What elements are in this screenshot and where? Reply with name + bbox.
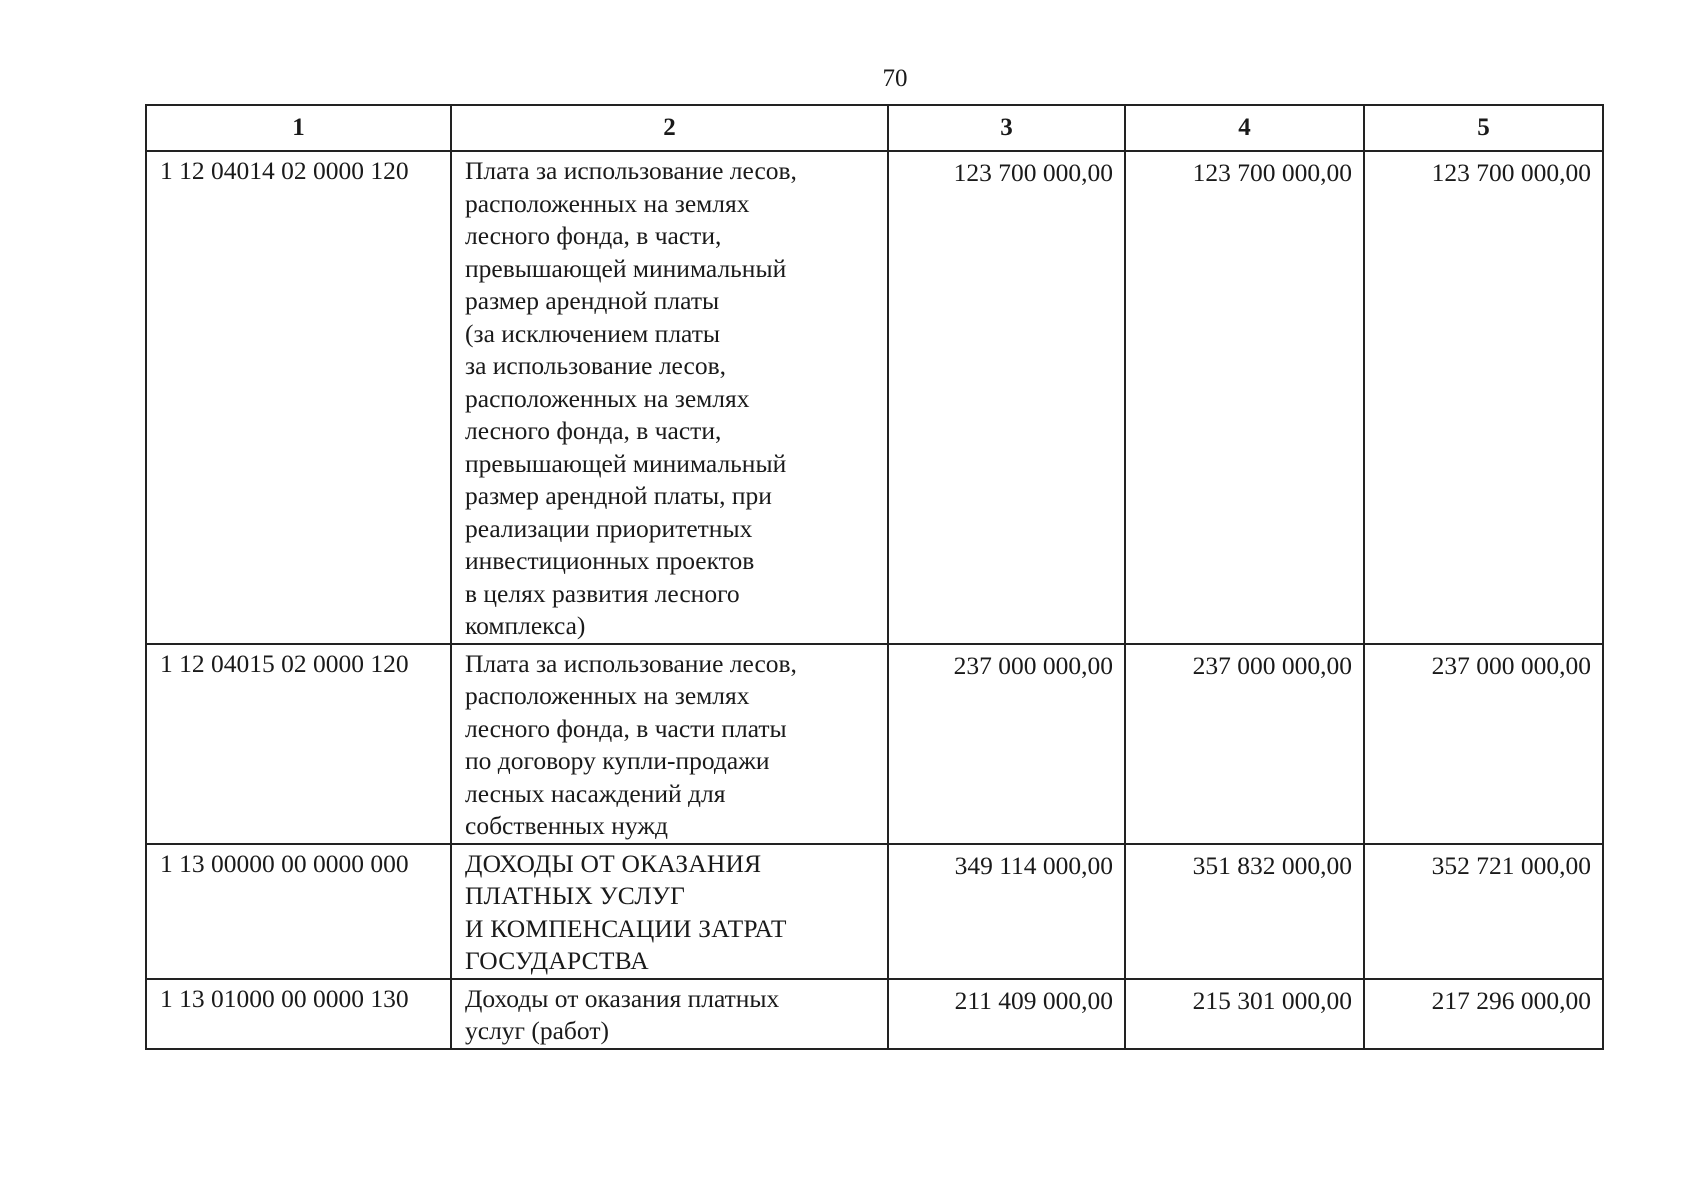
column-header-4: 4	[1125, 105, 1364, 151]
table-header-row	[146, 105, 1603, 151]
column-header-2: 2	[451, 105, 888, 151]
amount-cell-col5: 237 000 000,00	[1364, 644, 1603, 844]
description-cell	[451, 979, 888, 1049]
description-line: по договору купли-продажи	[465, 746, 770, 775]
description-line: ГОСУДАРСТВА	[465, 946, 649, 975]
description-line: ПЛАТНЫХ УСЛУГ	[465, 881, 686, 910]
table-row	[146, 844, 1603, 979]
description-line: комплекса)	[465, 611, 586, 640]
description-line: Доходы от оказания платных	[465, 983, 780, 1013]
budget-code-cell: 1 13 01000 00 0000 130	[146, 979, 451, 1049]
amount-cell-col3: 211 409 000,00	[888, 979, 1125, 1049]
description-line: Плата за использование лесов,	[465, 648, 797, 678]
description-line: собственных нужд	[465, 811, 668, 840]
table-row	[146, 644, 1603, 844]
amount-cell-col3: 237 000 000,00	[888, 644, 1125, 844]
description-line: превышающей минимальный	[465, 253, 787, 283]
budget-code-cell: 1 13 00000 00 0000 000	[146, 844, 451, 979]
amount-cell-col4: 237 000 000,00	[1125, 644, 1364, 844]
table-row	[146, 151, 1603, 644]
description-line: лесного фонда, в части,	[465, 221, 722, 250]
description-line: инвестиционных проектов	[465, 546, 755, 575]
amount-cell-col3: 349 114 000,00	[888, 844, 1125, 979]
description-cell	[451, 844, 888, 979]
description-line: услуг (работ)	[465, 1016, 609, 1045]
description-line: ДОХОДЫ ОТ ОКАЗАНИЯ	[465, 848, 762, 878]
column-header-5: 5	[1364, 105, 1603, 151]
amount-cell-col5: 123 700 000,00	[1364, 151, 1603, 644]
description-line: И КОМПЕНСАЦИИ ЗАТРАТ	[465, 913, 787, 943]
description-line: превышающей минимальный	[465, 448, 787, 478]
description-line: лесных насаждений для	[465, 778, 726, 808]
table-row	[146, 979, 1603, 1049]
description-line: (за исключением платы	[465, 318, 720, 348]
amount-cell-col3: 123 700 000,00	[888, 151, 1125, 644]
description-line: размер арендной платы, при	[465, 481, 772, 510]
amount-cell-col4: 351 832 000,00	[1125, 844, 1364, 979]
amount-cell-col4: 123 700 000,00	[1125, 151, 1364, 644]
description-line: лесного фонда, в части платы	[465, 713, 787, 743]
description-line: расположенных на землях	[465, 383, 750, 413]
description-line: расположенных на землях	[465, 681, 750, 710]
description-line: размер арендной платы	[465, 286, 720, 315]
budget-code-cell: 1 12 04015 02 0000 120	[146, 644, 451, 844]
description-cell	[451, 151, 888, 644]
description-line: за использование лесов,	[465, 351, 726, 380]
page-number: 70	[882, 65, 908, 92]
amount-cell-col5: 217 296 000,00	[1364, 979, 1603, 1049]
amount-cell-col5: 352 721 000,00	[1364, 844, 1603, 979]
description-line: Плата за использование лесов,	[465, 156, 797, 185]
description-line: лесного фонда, в части,	[465, 416, 722, 445]
column-header-3: 3	[888, 105, 1125, 151]
description-line: расположенных на землях	[465, 188, 750, 218]
description-line: в целях развития лесного	[465, 578, 740, 608]
budget-code-cell: 1 12 04014 02 0000 120	[146, 151, 451, 644]
column-header-1: 1	[146, 105, 451, 151]
amount-cell-col4: 215 301 000,00	[1125, 979, 1364, 1049]
description-cell	[451, 644, 888, 844]
revenue-table	[145, 104, 1604, 1050]
description-line: реализации приоритетных	[465, 513, 753, 543]
